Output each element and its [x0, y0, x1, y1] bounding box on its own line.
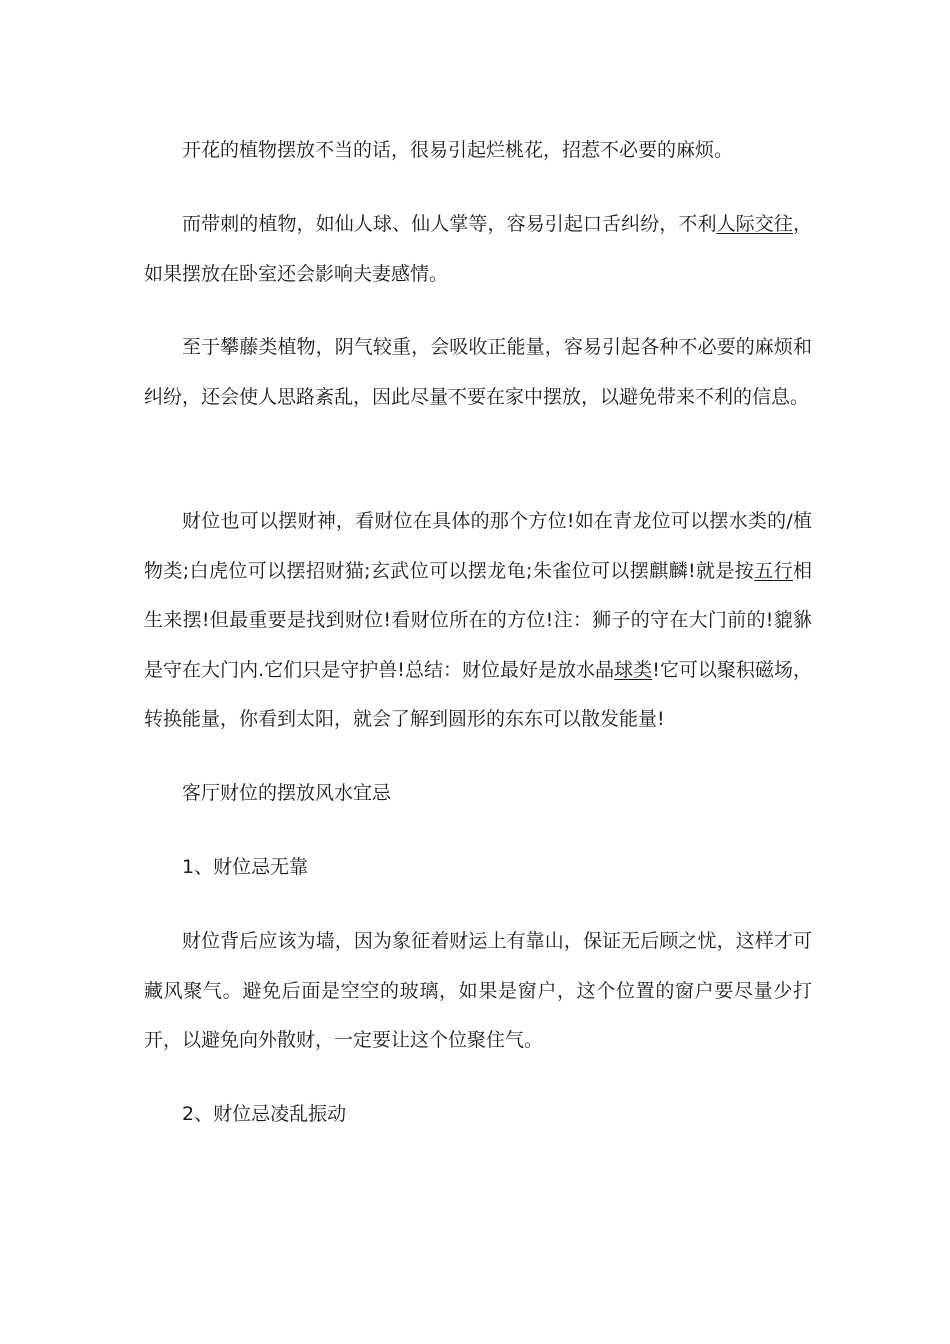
paragraph-wealth-god: [144, 497, 812, 745]
subheading-no-backing: [144, 843, 812, 893]
heading-text: 2、财位忌凌乱振动: [182, 1103, 347, 1125]
section-heading-living-room: [144, 769, 812, 819]
paragraph-text: 至于攀藤类植物，阴气较重，会吸收正能量，容易引起各种不必要的麻烦和纠纷，还会使人思路紊乱，因此尽量不要在家中摆放，以避免带来不利的信息。: [144, 336, 812, 408]
heading-text: 1、财位忌无靠: [182, 856, 309, 878]
paragraph-text: 财位背后应该为墙，因为象征着财运上有靠山，保证无后顾之忧，这样才可藏风聚气。避免后面是空空的玻璃，如果是窗户，这个位置的窗户要尽量少打开，以避免向外散财，一定要让这个位聚住气。: [144, 930, 812, 1051]
paragraph-text: ，如果摆放在卧室还会影响夫妻感情。: [144, 213, 812, 285]
link-crystal-balls[interactable]: 球类: [614, 658, 653, 681]
heading-text: 客厅财位的摆放风水宜忌: [182, 782, 392, 804]
paragraph-text: 开花的植物摆放不当的话，很易引起烂桃花，招惹不必要的麻烦。: [182, 139, 734, 161]
paragraph-thorny-plants: [144, 200, 812, 299]
paragraph-text: 相生来摆!但最重要是找到财位!看财位所在的方位!注：狮子的守在大门前的!貔貅是守在大门内.它们只是守护兽!总结：财位最好是放水晶: [144, 559, 812, 681]
link-five-elements[interactable]: 五行: [754, 559, 793, 582]
paragraph-flowering-plants: [144, 126, 812, 176]
link-interpersonal[interactable]: 人际交往: [716, 213, 793, 235]
paragraph-climbing-plants: [144, 323, 812, 422]
paragraph-wall-backing: [144, 917, 812, 1066]
paragraph-text: !它可以聚积磁场，转换能量，你看到太阳，就会了解到圆形的东东可以散发能量!: [144, 658, 812, 730]
paragraph-text: 而带刺的植物，如仙人球、仙人掌等，容易引起口舌纠纷，不利: [182, 213, 717, 235]
paragraph-text: 财位也可以摆财神，看财位在具体的那个方位!如在青龙位可以摆水类的/植物类;白虎位可以摆招财猫;玄武位可以摆龙龟;朱雀位可以摆麒麟!就是按: [144, 510, 812, 582]
subheading-no-clutter: [144, 1090, 812, 1140]
